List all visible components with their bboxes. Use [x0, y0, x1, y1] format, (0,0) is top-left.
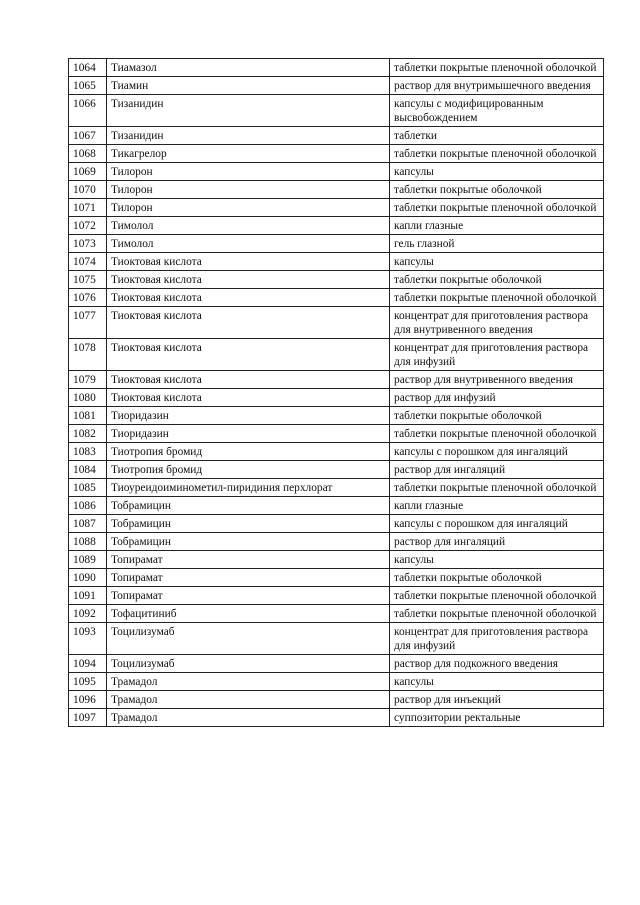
row-number-cell: 1076 [69, 289, 107, 307]
table-row [69, 709, 604, 727]
row-number-cell: 1074 [69, 253, 107, 271]
dosage-form-cell: концентрат для приготовления раствора для внутривенного введения [390, 307, 604, 339]
row-number-cell: 1073 [69, 235, 107, 253]
dosage-form-cell: таблетки покрытые пленочной оболочкой [390, 145, 604, 163]
table-row [69, 605, 604, 623]
drug-name-cell: Тиоктовая кислота [107, 253, 390, 271]
drug-name-cell: Тобрамицин [107, 497, 390, 515]
drug-name-cell: Топирамат [107, 587, 390, 605]
dosage-form-cell: таблетки покрытые оболочкой [390, 407, 604, 425]
table-row [69, 289, 604, 307]
table-row [69, 77, 604, 95]
dosage-form-cell: концентрат для приготовления раствора для инфузий [390, 339, 604, 371]
row-number-cell: 1081 [69, 407, 107, 425]
row-number-cell: 1088 [69, 533, 107, 551]
drug-name-cell: Трамадол [107, 691, 390, 709]
drug-name-cell: Тиамазол [107, 59, 390, 77]
table-row [69, 443, 604, 461]
row-number-cell: 1080 [69, 389, 107, 407]
row-number-cell: 1096 [69, 691, 107, 709]
drug-name-cell: Трамадол [107, 673, 390, 691]
dosage-form-cell: таблетки [390, 127, 604, 145]
row-number-cell: 1070 [69, 181, 107, 199]
drug-name-cell: Тиоридазин [107, 407, 390, 425]
dosage-form-cell: таблетки покрытые пленочной оболочкой [390, 587, 604, 605]
drug-name-cell: Тиоктовая кислота [107, 389, 390, 407]
drug-name-cell: Тиотропия бромид [107, 461, 390, 479]
dosage-form-cell: капли глазные [390, 497, 604, 515]
row-number-cell: 1077 [69, 307, 107, 339]
table-body [69, 59, 604, 727]
row-number-cell: 1072 [69, 217, 107, 235]
row-number-cell: 1067 [69, 127, 107, 145]
drug-name-cell: Тиоктовая кислота [107, 339, 390, 371]
drug-name-cell: Тоцилизумаб [107, 655, 390, 673]
row-number-cell: 1066 [69, 95, 107, 127]
dosage-form-cell: таблетки покрытые оболочкой [390, 181, 604, 199]
table-row [69, 181, 604, 199]
table-row [69, 199, 604, 217]
row-number-cell: 1087 [69, 515, 107, 533]
dosage-form-cell: раствор для подкожного введения [390, 655, 604, 673]
drug-name-cell: Тиоридазин [107, 425, 390, 443]
drug-name-cell: Тоцилизумаб [107, 623, 390, 655]
table-row [69, 479, 604, 497]
row-number-cell: 1083 [69, 443, 107, 461]
dosage-form-cell: раствор для ингаляций [390, 533, 604, 551]
drug-name-cell: Топирамат [107, 551, 390, 569]
drug-name-cell: Тиотропия бромид [107, 443, 390, 461]
table-row [69, 551, 604, 569]
dosage-form-cell: концентрат для приготовления раствора для инфузий [390, 623, 604, 655]
table-row [69, 673, 604, 691]
dosage-form-cell: таблетки покрытые оболочкой [390, 569, 604, 587]
dosage-form-cell: таблетки покрытые пленочной оболочкой [390, 199, 604, 217]
row-number-cell: 1093 [69, 623, 107, 655]
dosage-form-cell: капсулы с модифицированным высвобождением [390, 95, 604, 127]
dosage-form-cell: раствор для инъекций [390, 691, 604, 709]
dosage-form-cell: раствор для внутривенного введения [390, 371, 604, 389]
table-row [69, 235, 604, 253]
row-number-cell: 1078 [69, 339, 107, 371]
dosage-form-cell: раствор для ингаляций [390, 461, 604, 479]
dosage-form-cell: капсулы [390, 551, 604, 569]
table-row [69, 569, 604, 587]
table-row [69, 407, 604, 425]
table-row [69, 371, 604, 389]
row-number-cell: 1084 [69, 461, 107, 479]
drug-name-cell: Тилорон [107, 199, 390, 217]
dosage-form-cell: суппозитории ректальные [390, 709, 604, 727]
row-number-cell: 1082 [69, 425, 107, 443]
row-number-cell: 1095 [69, 673, 107, 691]
dosage-form-cell: капсулы с порошком для ингаляций [390, 443, 604, 461]
table-row [69, 127, 604, 145]
table-row [69, 253, 604, 271]
row-number-cell: 1064 [69, 59, 107, 77]
table-row [69, 623, 604, 655]
dosage-form-cell: гель глазной [390, 235, 604, 253]
table-row [69, 163, 604, 181]
drug-name-cell: Тилорон [107, 163, 390, 181]
dosage-form-cell: таблетки покрытые пленочной оболочкой [390, 289, 604, 307]
drug-name-cell: Трамадол [107, 709, 390, 727]
table-row [69, 339, 604, 371]
dosage-form-cell: раствор для внутримышечного введения [390, 77, 604, 95]
row-number-cell: 1097 [69, 709, 107, 727]
row-number-cell: 1089 [69, 551, 107, 569]
row-number-cell: 1075 [69, 271, 107, 289]
table-row [69, 533, 604, 551]
row-number-cell: 1079 [69, 371, 107, 389]
dosage-form-cell: капсулы [390, 673, 604, 691]
row-number-cell: 1071 [69, 199, 107, 217]
dosage-form-cell: таблетки покрытые пленочной оболочкой [390, 59, 604, 77]
dosage-form-cell: капли глазные [390, 217, 604, 235]
dosage-form-cell: таблетки покрытые пленочной оболочкой [390, 605, 604, 623]
dosage-form-cell: капсулы [390, 253, 604, 271]
drug-name-cell: Тиоуреидоиминометил-пиридиния перхлорат [107, 479, 390, 497]
dosage-form-cell: капсулы [390, 163, 604, 181]
drug-name-cell: Тилорон [107, 181, 390, 199]
drug-name-cell: Тиоктовая кислота [107, 307, 390, 339]
table-row [69, 95, 604, 127]
drug-name-cell: Тиоктовая кислота [107, 371, 390, 389]
drug-name-cell: Тизанидин [107, 95, 390, 127]
table-row [69, 691, 604, 709]
row-number-cell: 1065 [69, 77, 107, 95]
row-number-cell: 1092 [69, 605, 107, 623]
table-row [69, 425, 604, 443]
drug-name-cell: Тиоктовая кислота [107, 271, 390, 289]
table-row [69, 307, 604, 339]
dosage-form-cell: капсулы с порошком для ингаляций [390, 515, 604, 533]
table-row [69, 217, 604, 235]
drug-name-cell: Тизанидин [107, 127, 390, 145]
drug-name-cell: Тиоктовая кислота [107, 289, 390, 307]
row-number-cell: 1085 [69, 479, 107, 497]
row-number-cell: 1068 [69, 145, 107, 163]
drug-name-cell: Топирамат [107, 569, 390, 587]
drug-name-cell: Тофацитиниб [107, 605, 390, 623]
dosage-form-cell: таблетки покрытые пленочной оболочкой [390, 425, 604, 443]
table-row [69, 59, 604, 77]
table-row [69, 587, 604, 605]
drug-name-cell: Тикагрелор [107, 145, 390, 163]
table-row [69, 389, 604, 407]
dosage-form-cell: таблетки покрытые пленочной оболочкой [390, 479, 604, 497]
dosage-form-cell: таблетки покрытые оболочкой [390, 271, 604, 289]
table-row [69, 497, 604, 515]
drug-name-cell: Тиамин [107, 77, 390, 95]
row-number-cell: 1086 [69, 497, 107, 515]
drug-name-cell: Тимолол [107, 217, 390, 235]
drug-list-table [68, 58, 604, 727]
drug-name-cell: Тобрамицин [107, 533, 390, 551]
drug-name-cell: Тобрамицин [107, 515, 390, 533]
table-row [69, 461, 604, 479]
row-number-cell: 1069 [69, 163, 107, 181]
row-number-cell: 1091 [69, 587, 107, 605]
table-row [69, 145, 604, 163]
table-row [69, 655, 604, 673]
row-number-cell: 1090 [69, 569, 107, 587]
dosage-form-cell: раствор для инфузий [390, 389, 604, 407]
table-row [69, 271, 604, 289]
drug-name-cell: Тимолол [107, 235, 390, 253]
table-row [69, 515, 604, 533]
row-number-cell: 1094 [69, 655, 107, 673]
